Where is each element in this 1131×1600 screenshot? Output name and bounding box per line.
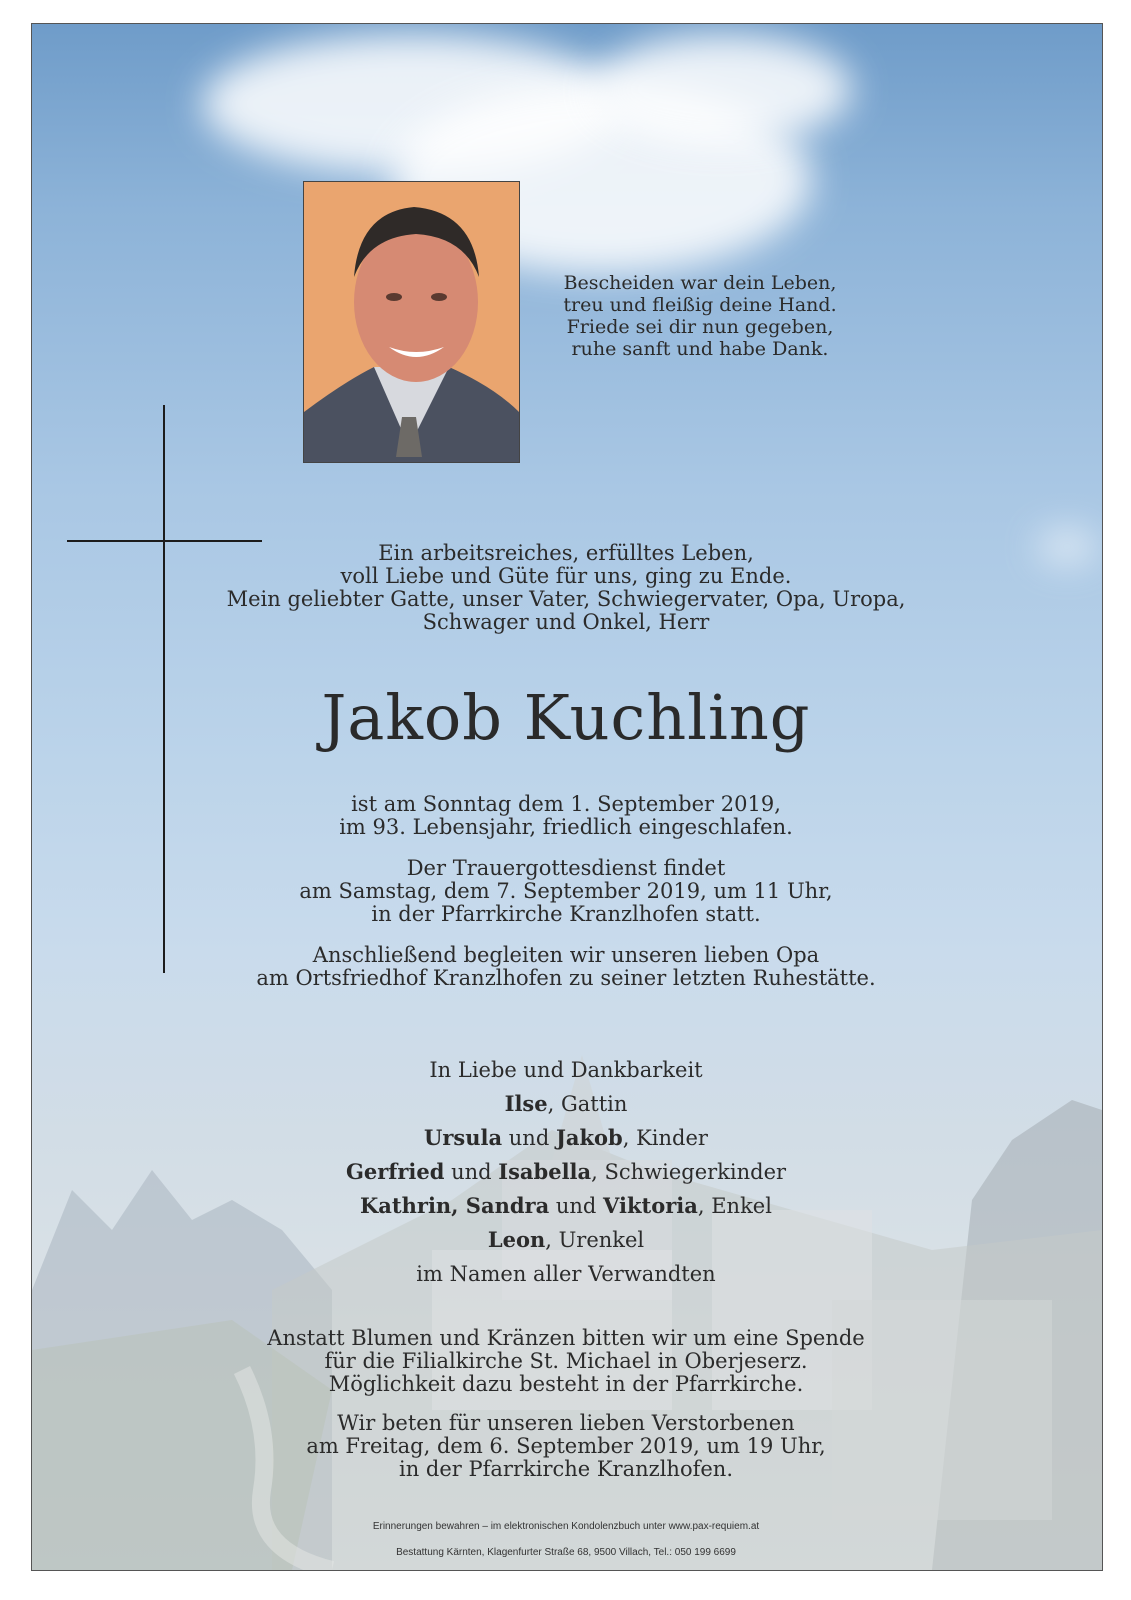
death-line: ist am Sonntag dem 1. September 2019, — [351, 792, 781, 816]
intro-line: Ein arbeitsreiches, erfülltes Leben, — [378, 541, 754, 565]
conjunction: und — [549, 1194, 604, 1218]
memorial-verse — [520, 272, 880, 360]
donation-line: Möglichkeit dazu besteht in der Pfarrkirche. — [328, 1372, 804, 1396]
mourner-great-grandchild — [31, 1223, 1101, 1257]
mourners-list — [31, 1053, 1101, 1291]
verse-line: Friede sei dir nun gegeben, — [566, 316, 834, 338]
prayer-line: am Freitag, dem 6. September 2019, um 19 Uhr, — [306, 1434, 826, 1458]
prayer-info — [31, 1412, 1101, 1481]
mourner-name: Isabella — [498, 1159, 592, 1184]
mourner-grandchildren — [31, 1189, 1101, 1223]
donation-request — [31, 1327, 1101, 1396]
death-line: im 93. Lebensjahr, friedlich eingeschlafen. — [339, 815, 793, 839]
mourner-role: , Gattin — [547, 1092, 628, 1116]
verse-line: ruhe sanft und habe Dank. — [571, 338, 829, 360]
service-line: am Samstag, dem 7. September 2019, um 11 Uhr, — [299, 879, 833, 903]
mourners-heading: In Liebe und Dankbarkeit — [429, 1058, 703, 1082]
verse-line: Bescheiden war dein Leben, — [563, 272, 837, 294]
funeral-service-info — [31, 857, 1101, 926]
mourners-closing: im Namen aller Verwandten — [416, 1262, 716, 1286]
mourner-role: , Schwiegerkinder — [591, 1160, 787, 1184]
intro-line: voll Liebe und Güte für uns, ging zu Ende. — [340, 564, 792, 588]
burial-line: am Ortsfriedhof Kranzlhofen zu seiner letzten Ruhestätte. — [256, 966, 876, 990]
verse-line: treu und fleißig deine Hand. — [563, 294, 837, 316]
service-line: in der Pfarrkirche Kranzlhofen statt. — [371, 902, 761, 926]
mourner-role: , Kinder — [622, 1126, 708, 1150]
mourner-name: Ilse — [504, 1091, 548, 1116]
mourner-name: Gerfried — [345, 1159, 445, 1184]
service-line: Der Trauergottesdienst findet — [406, 856, 726, 880]
portrait-photo — [303, 181, 520, 463]
deceased-name: Jakob Kuchling — [321, 681, 811, 754]
mourner-name: Leon — [487, 1227, 546, 1252]
mourner-wife — [31, 1087, 1101, 1121]
mourner-inlaws — [31, 1155, 1101, 1189]
donation-line: Anstatt Blumen und Kränzen bitten wir um eine Spende — [267, 1326, 865, 1350]
burial-line: Anschließend begleiten wir unseren lieben Opa — [312, 943, 820, 967]
death-announcement — [31, 793, 1101, 839]
donation-line: für die Filialkirche St. Michael in Oberjeserz. — [324, 1349, 808, 1373]
mourner-name: Ursula — [424, 1125, 503, 1150]
portrait-image — [304, 182, 519, 462]
prayer-line: in der Pfarrkirche Kranzlhofen. — [399, 1457, 733, 1481]
intro-text — [31, 542, 1101, 634]
footer-condolence-note: Erinnerungen bewahren – im elektronischen Kondolenzbuch unter www.pax-requiem.at — [372, 1521, 760, 1532]
intro-line: Mein geliebter Gatte, unser Vater, Schwiegervater, Opa, Uropa, — [226, 587, 906, 611]
intro-line: Schwager und Onkel, Herr — [422, 610, 710, 634]
conjunction: und — [502, 1126, 556, 1150]
burial-info — [31, 944, 1101, 990]
prayer-line: Wir beten für unseren lieben Verstorbenen — [337, 1411, 795, 1435]
mourner-name: Kathrin, Sandra — [360, 1193, 550, 1218]
mourner-name: Viktoria — [603, 1193, 698, 1218]
footer-funeral-home: Bestattung Kärnten, Klagenfurter Straße 68, 9500 Villach, Tel.: 050 199 6699 — [396, 1547, 736, 1558]
mourner-children — [31, 1121, 1101, 1155]
mourner-role: , Urenkel — [545, 1228, 645, 1252]
cloud — [592, 34, 852, 144]
mourner-role: , Enkel — [697, 1194, 772, 1218]
mourner-name: Jakob — [555, 1125, 623, 1150]
conjunction: und — [444, 1160, 499, 1184]
